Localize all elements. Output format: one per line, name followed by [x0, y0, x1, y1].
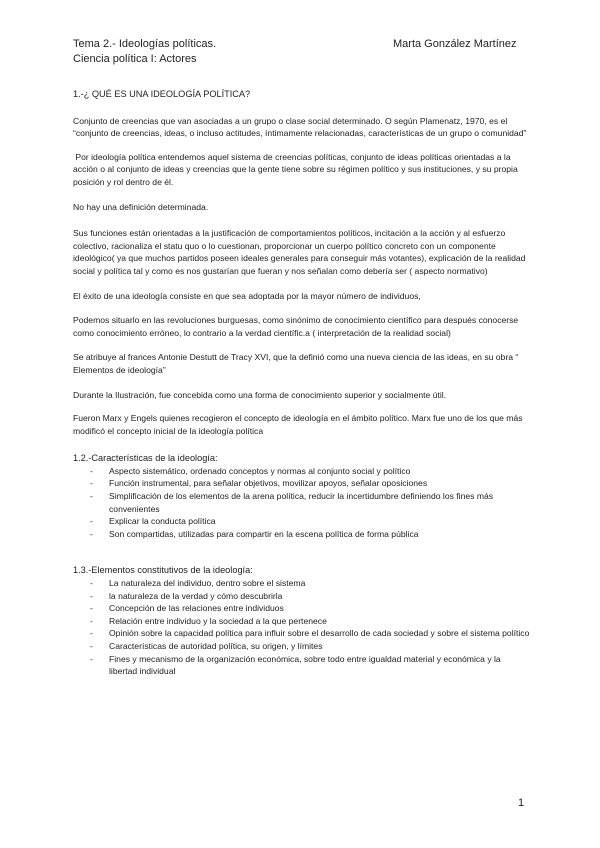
list-item: - Fines y mecanismo de la organización económica, sobre todo entre igualdad material y económica y la libertad individual — [73, 653, 531, 678]
list-item: - Características de autoridad política, su origen, y límites — [73, 640, 531, 653]
header-author: Marta González Martínez — [393, 38, 517, 50]
list-item: - Aspecto sistemático, ordenado conceptos y normas al conjunto social y político — [73, 465, 531, 478]
list-item: - Son compartidas, utilizadas para compartir en la escena política de forma pública — [73, 528, 531, 541]
list-item: - La naturaleza del individuo, dentro sobre el sistema — [73, 577, 531, 590]
header-course: Ciencia política I: Actores — [73, 53, 197, 65]
page-number: 1 — [518, 797, 525, 809]
paragraph: Podemos situarlo en las revoluciones burguesas, como sinónimo de conocimiento científico para después conocerse como conocimiento erróneo, lo contrario a la verdad científic.a ( interpretación de la realidad social) — [73, 315, 519, 338]
list-item: - Relación entre individuo y la sociedad a la que pertenece — [73, 615, 531, 628]
paragraph: Conjunto de creencias que van asociadas a un grupo o clase social determinado. O según Plamenatz, 1970, es el “conjunto de creencias, ideas, o incluso actitudes, íntimamente relacionadas, características de un grupo o comunidad” — [73, 115, 527, 139]
list-item: - Opinión sobre la capacidad política para influir sobre el desarrollo de cada sociedad y sobre el sistema político — [73, 627, 531, 640]
elements-list — [73, 577, 531, 678]
section-title: 1.3.-Elementos constitutivos de la ideología: — [73, 565, 253, 576]
list-item: - la naturaleza de la verdad y cómo descubrirla — [73, 590, 531, 603]
paragraph: No hay una definición determinada. — [73, 201, 209, 212]
section-title: 1.2.-Características de la ideología: — [73, 453, 218, 464]
document-body — [73, 88, 531, 678]
section-title: 1.-¿ QUÉ ES UNA IDEOLOGÍA POLÍTICA? — [73, 89, 251, 99]
paragraph: Se atribuye al frances Antonie Destutt de Tracy XVI, que la definió como una nueva ciencia de las ideas, en su obra “ Elementos de ideología” — [73, 352, 519, 375]
characteristics-list — [73, 465, 531, 541]
list-item: - Explicar la conducta política — [73, 515, 531, 528]
list-item: - Función instrumental, para señalar objetivos, movilizar apoyos, señalar oposiciones — [73, 477, 531, 490]
paragraph: Sus funciones están orientadas a la justificación de comportamientos políticos, incitación a la acción y al esfuerzo colectivo, racionaliza el statu quo o lo cuestionan, proporcionar un cuerpo político concreto con un componente ideológico( ya que muchos partidos poseen ideales generales para conseguir más votantes), explicación de la realidad social y política tal y como es nos gustarían que fueran y nos señalan como debería ser ( aspecto normativo) — [73, 228, 526, 276]
header-topic: Tema 2.- Ideologías políticas. — [73, 38, 217, 50]
paragraph: Durante la Ilustración, fue concebida como una forma de conocimiento superior y socialmente útil. — [73, 389, 447, 400]
paragraph: Fueron Marx y Engels quienes recogieron el concepto de ideología en el ámbito político. Marx fue uno de los que más modificó el concepto inicial de la ideología política — [73, 413, 523, 436]
list-item: - Concepción de las relaciones entre individuos — [73, 602, 531, 615]
list-item: - Simplificación de los elementos de la arena política, reducir la incertidumbre definiendo los fines más convenientes — [73, 490, 531, 515]
paragraph: Por ideología política entendemos aquel sistema de creencias políticas, conjunto de ideas políticas orientadas a la acción o al conjunto de ideas y creencias que la gente tiene sobre su régimen político y sus instituciones, y su propia posición y rol dentro de él. — [73, 151, 521, 187]
paragraph: El éxito de una ideología consiste en que sea adoptada por la mayor número de individuos, — [73, 290, 421, 301]
